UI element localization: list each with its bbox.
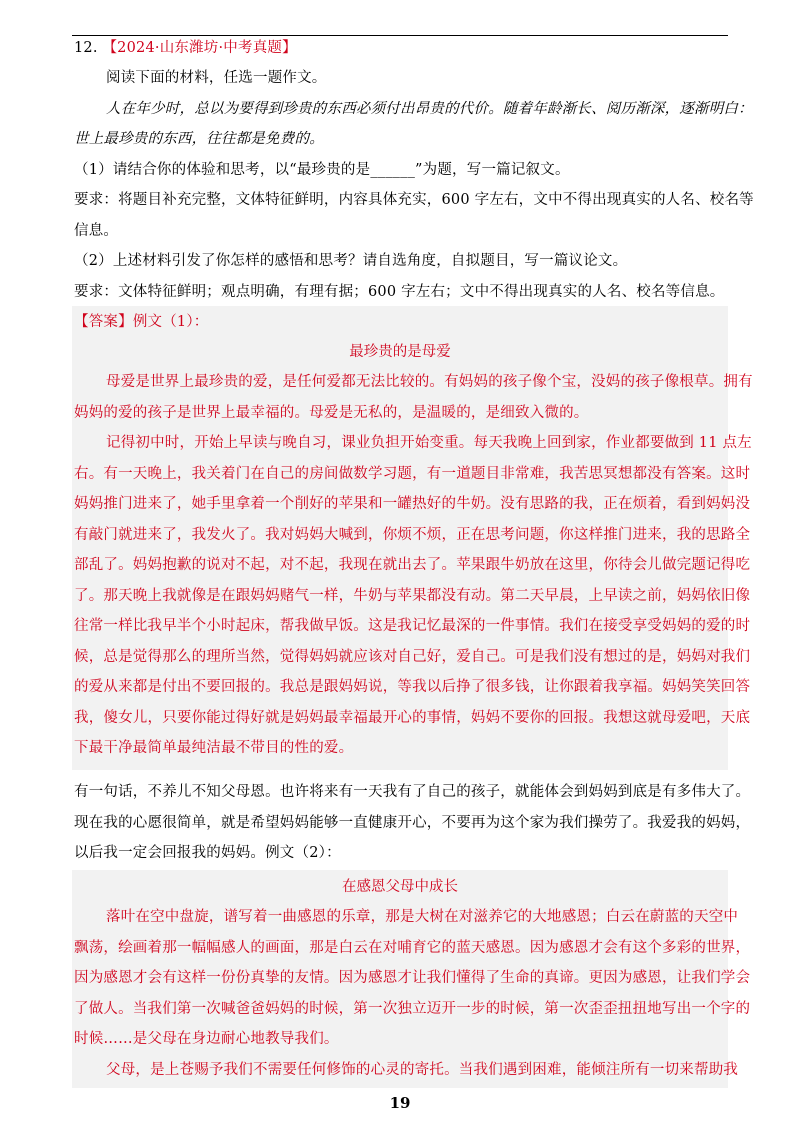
task-1: （1）请结合你的体验和思考，以“最珍贵的是______”为题，写一篇记叙文。 <box>74 162 570 178</box>
essay-1-line: 记得初中时，开始上早读与晚自习，课业负担开始变重。每天我晚上回到家，作业都要做到 11 点左 <box>106 435 752 451</box>
essay-1-line: 往常一样比我早半个小时起床，帮我做早饭。这是我记忆最深的一件事情。我们在接受享受妈妈的爱的时 <box>74 618 751 634</box>
task-1-requirement: 信息。 <box>74 223 119 239</box>
essay-1-line: 有敲门就进来了，我发火了。我对妈妈大喊到，你烦不烦，正在思考问题，你这样推门进来，我的思路全 <box>74 527 751 543</box>
essay-1-line: 下最干净最简单最纯洁最不带目的性的爱。 <box>74 740 354 756</box>
question-number: 12. <box>74 40 98 56</box>
essay-1-line: 我，傻女儿，只要你能过得好就是妈妈最幸福最开心的事情，妈妈不要你的回报。我想这就母爱吧，天底 <box>74 710 751 726</box>
essay-2-line: 落叶在空中盘旋，谱写着一曲感恩的乐章，那是大树在对滋养它的大地感恩；白云在蔚蓝的天空中 <box>106 909 739 925</box>
top-rule <box>72 35 728 36</box>
essay-1-line: 母爱是世界上最珍贵的爱，是任何爱都无法比较的。有妈妈的孩子像个宝，没妈的孩子像根草。拥有 <box>106 374 753 390</box>
task-2: （2）上述材料引发了你怎样的感悟和思考？请自选角度，自拟题目，写一篇议论文。 <box>74 253 628 269</box>
essay-2-line: 因为感恩才会有这样一份份真挚的友情。因为感恩才让我们懂得了生命的真谛。更因为感恩，让我们学会 <box>74 970 751 986</box>
essay-1-line: 了。那天晚上我就像是在跟妈妈赌气一样，牛奶与苹果都没有动。第二天早晨，上早读之前，妈妈依旧像 <box>74 588 751 604</box>
essay-2-line: 了做人。当我们第一次喊爸爸妈妈的时候，第一次独立迈开一步的时候，第一次歪歪扭扭地写出一个字的 <box>74 1001 751 1017</box>
essay-1-tail-line: 现在我的心愿很简单，就是希望妈妈能够一直健康开心，不要再为这个家为我们操劳了。我爱我的妈妈， <box>74 815 751 831</box>
essay-2-title: 在感恩父母中成长 <box>342 879 458 895</box>
essay-1-tail-line: 以后我一定会回报我的妈妈。例文（2）： <box>74 845 341 861</box>
essay-1-tail-line: 有一句话，不养儿不知父母恩。也许将来有一天我有了自己的孩子，就能体会到妈妈到底是有多伟大了。 <box>74 784 751 800</box>
essay-2-line: 时候……是父母在身边耐心地教导我们。 <box>74 1031 339 1047</box>
answer-label: 【答案】 <box>74 314 133 330</box>
answer-header <box>74 312 209 332</box>
essay-2-line: 父母，是上苍赐予我们不需要任何修饰的心灵的寄托。当我们遇到困难，能倾注所有一切来帮助我 <box>106 1062 739 1078</box>
essay-1-line: 右。有一天晚上，我关着门在自己的房间做数学习题，有一道题目非常难，我苦思冥想都没有答案。这时 <box>74 466 751 482</box>
task-1-requirement: 要求：将题目补充完整，文体特征鲜明，内容具体充实，600 字左右，文中不得出现真实的人名、校名等 <box>74 192 754 208</box>
material-line: 世上最珍贵的东西，往往都是免费的。 <box>74 131 324 147</box>
example-1-label: 例文（1）： <box>132 314 209 330</box>
page-number: 19 <box>389 1094 411 1112</box>
essay-1-line: 部乱了。妈妈抱歉的说对不起，对不起，我现在就出去了。苹果跟牛奶放在这里，你待会儿做完题记得吃 <box>74 557 751 573</box>
essay-1-line: 的爱从来都是付出不要回报的。我总是跟妈妈说，等我以后挣了很多钱，让你跟着我享福。妈妈笑笑回答 <box>74 679 751 695</box>
question-source: 【2024·山东潍坊·中考真题】 <box>102 40 297 56</box>
essay-1-line: 妈妈推门进来了，她手里拿着一个削好的苹果和一罐热好的牛奶。没有思路的我，正在烦着，看到妈妈没 <box>74 496 751 512</box>
instruction: 阅读下面的材料，任选一题作文。 <box>106 70 327 86</box>
essay-2-line: 飘荡，绘画着那一幅幅感人的画面，那是白云在对哺育它的蓝天感恩。因为感恩才会有这个多彩的世界， <box>74 940 751 956</box>
essay-1-line: 妈妈的爱的孩子是世界上最幸福的。母爱是无私的，是温暖的，是细致入微的。 <box>74 405 589 421</box>
material-line: 人在年少时，总以为要得到珍贵的东西必须付出昂贵的代价。随着年龄渐长、阅历渐深，逐渐明白： <box>106 101 753 117</box>
essay-1-title: 最珍贵的是母爱 <box>349 344 451 360</box>
task-2-requirement: 要求：文体特征鲜明；观点明确，有理有据；600 字左右；文中不得出现真实的人名、校名等信息。 <box>74 284 725 300</box>
question-header <box>74 38 297 58</box>
essay-1-line: 候，总是觉得那么的理所当然，觉得妈妈就应该对自己好，爱自己。可是我们没有想过的是，妈妈对我们 <box>74 649 751 665</box>
